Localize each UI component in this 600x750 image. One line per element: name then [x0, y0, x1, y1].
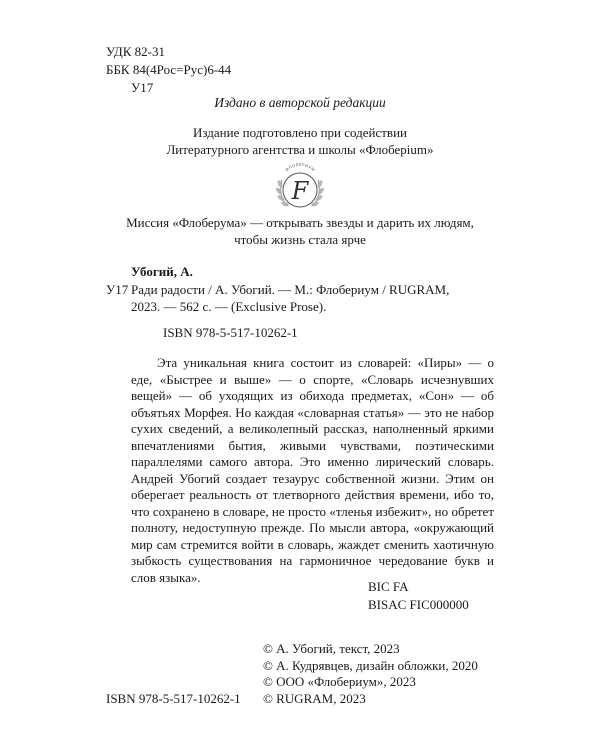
copyright-list: [263, 641, 478, 707]
mission-line-1: Миссия «Флоберума» — открывать звезды и дарить их людям,: [126, 215, 474, 230]
cutter-code: У17: [131, 80, 154, 95]
floberium-logo-icon: [266, 160, 334, 216]
bisac-code: BISAC FIC000000: [368, 597, 469, 612]
bic-code: BIC FA: [368, 579, 409, 594]
copyright-line: © А. Кудрявцев, дизайн обложки, 2020: [263, 657, 478, 673]
mission-line-2: чтобы жизнь стала ярче: [234, 232, 366, 247]
edition-note: Издано в авторской редакции: [214, 95, 386, 110]
support-line-2: Литературного агентства и школы «Флоберium»: [166, 142, 434, 157]
copyright-line: © ООО «Флобериум», 2023: [263, 674, 416, 689]
footer-isbn: ISBN 978-5-517-10262-1: [106, 691, 241, 706]
svg-text:ФЛОБЕРИУМ: [284, 162, 316, 173]
record-line-2: 2023. — 562 с. — (Exclusive Prose).: [131, 299, 327, 314]
support-line-1: Издание подготовлено при содействии: [193, 125, 407, 140]
bbk-code: ББК 84(4Рос=Рус)6-44: [106, 62, 232, 77]
logo-arc-text: ФЛОБЕРИУМ: [283, 161, 317, 173]
annotation-text: Эта уникальная книга состоит из словарей: «Пиры» — о еде, «Быстрее и выше» — о спорте, «Словарь исчезнувших вещей» — об уходящих из обихода предметах, «Сон» — об объятьях Морфея. Но каждая «словарная статья» — это не набор сухих сведений, а великолепный рассказ, наполненный яркими впечатлениями бытия, живыми чувствами, поэтическими параллелями самого автора. Это именно лирический словарь. Андрей Убогий создает тезаурус собственной жизни. Этим он оберегает реальность от тлетворного действия времени, ибо то, что сохранено в словаре, не просто «тленья избежит», но обретет полноту, недоступную прежде. По мысли автора, «окружающий мир сам стремится войти в словарь, жаждет сменить хаотичную зыбкость существования на гармоничное чередование букв и слов языка».: [131, 355, 494, 585]
udk-code: УДК 82-31: [106, 44, 166, 59]
copyright-line: © А. Убогий, текст, 2023: [263, 641, 400, 656]
record-line-1: Ради радости / А. Убогий. — М.: Флобериум / RUGRAM,: [131, 282, 450, 297]
record-isbn: ISBN 978-5-517-10262-1: [163, 325, 298, 340]
record-author: Убогий, А.: [131, 264, 193, 279]
logo-letter: F: [291, 177, 309, 205]
copyright-line: © RUGRAM, 2023: [263, 690, 366, 706]
record-cutter: У17: [106, 282, 129, 297]
